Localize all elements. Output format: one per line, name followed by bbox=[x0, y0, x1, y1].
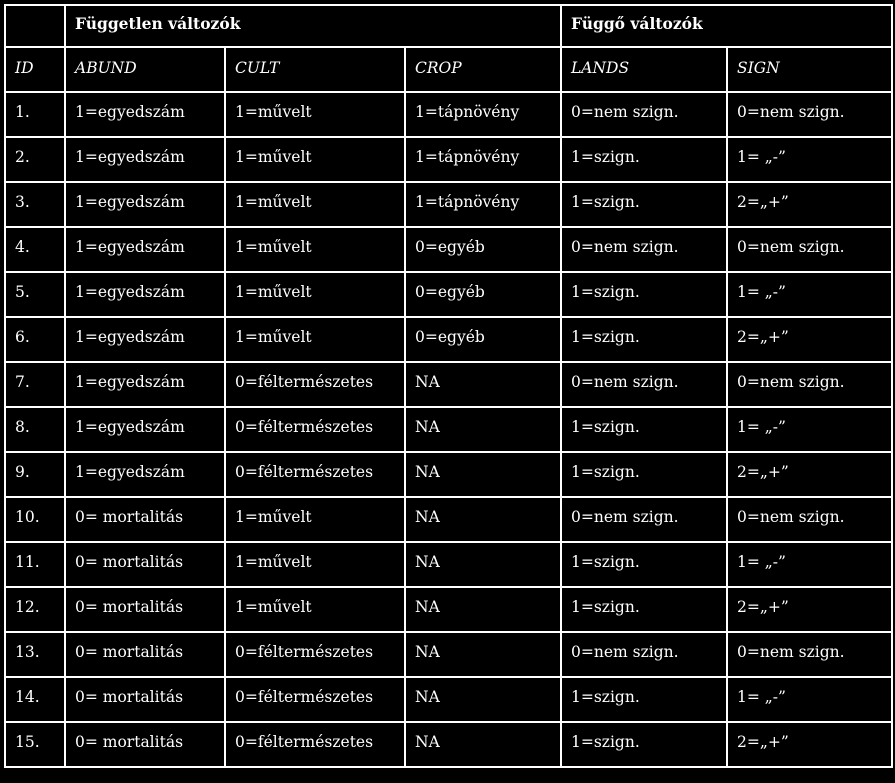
abund-cell: 1=egyedszám bbox=[65, 362, 225, 407]
abund-cell: 1=egyedszám bbox=[65, 182, 225, 227]
table-row bbox=[5, 317, 892, 362]
crop-cell: NA bbox=[405, 722, 561, 767]
crop-cell: NA bbox=[405, 452, 561, 497]
sign-cell: 1= „-” bbox=[727, 137, 892, 182]
lands-cell: 0=nem szign. bbox=[561, 632, 727, 677]
id-cell: 2. bbox=[5, 137, 65, 182]
abund-cell: 1=egyedszám bbox=[65, 227, 225, 272]
column-header-lands: LANDS bbox=[561, 47, 727, 92]
group-header-row bbox=[5, 5, 892, 47]
table-row bbox=[5, 227, 892, 272]
crop-cell: 1=tápnövény bbox=[405, 92, 561, 137]
column-header-row bbox=[5, 47, 892, 92]
column-header-abund: ABUND bbox=[65, 47, 225, 92]
sign-cell: 2=„+” bbox=[727, 587, 892, 632]
cult-cell: 0=féltermészetes bbox=[225, 407, 405, 452]
independent-variables-header: Független változók bbox=[65, 5, 561, 47]
abund-cell: 1=egyedszám bbox=[65, 272, 225, 317]
crop-cell: 0=egyéb bbox=[405, 272, 561, 317]
crop-cell: NA bbox=[405, 632, 561, 677]
sign-cell: 2=„+” bbox=[727, 722, 892, 767]
column-header-crop: CROP bbox=[405, 47, 561, 92]
lands-cell: 1=szign. bbox=[561, 317, 727, 362]
id-cell: 7. bbox=[5, 362, 65, 407]
crop-cell: 1=tápnövény bbox=[405, 182, 561, 227]
column-header-cult: CULT bbox=[225, 47, 405, 92]
crop-cell: NA bbox=[405, 677, 561, 722]
lands-cell: 1=szign. bbox=[561, 182, 727, 227]
table-row bbox=[5, 407, 892, 452]
cult-cell: 1=művelt bbox=[225, 497, 405, 542]
crop-cell: NA bbox=[405, 587, 561, 632]
crop-cell: NA bbox=[405, 497, 561, 542]
table-row bbox=[5, 92, 892, 137]
sign-cell: 2=„+” bbox=[727, 452, 892, 497]
sign-cell: 2=„+” bbox=[727, 182, 892, 227]
sign-cell: 0=nem szign. bbox=[727, 227, 892, 272]
id-cell: 14. bbox=[5, 677, 65, 722]
abund-cell: 1=egyedszám bbox=[65, 92, 225, 137]
abund-cell: 0= mortalitás bbox=[65, 677, 225, 722]
table-row bbox=[5, 632, 892, 677]
id-cell: 10. bbox=[5, 497, 65, 542]
sign-cell: 1= „-” bbox=[727, 677, 892, 722]
group-header-empty-cell bbox=[5, 5, 65, 47]
sign-cell: 1= „-” bbox=[727, 542, 892, 587]
id-cell: 3. bbox=[5, 182, 65, 227]
lands-cell: 0=nem szign. bbox=[561, 92, 727, 137]
id-cell: 8. bbox=[5, 407, 65, 452]
id-cell: 6. bbox=[5, 317, 65, 362]
variables-table bbox=[4, 4, 893, 768]
abund-cell: 0= mortalitás bbox=[65, 632, 225, 677]
crop-cell: 0=egyéb bbox=[405, 317, 561, 362]
abund-cell: 1=egyedszám bbox=[65, 407, 225, 452]
id-cell: 12. bbox=[5, 587, 65, 632]
lands-cell: 1=szign. bbox=[561, 722, 727, 767]
lands-cell: 1=szign. bbox=[561, 587, 727, 632]
table-row bbox=[5, 362, 892, 407]
cult-cell: 0=féltermészetes bbox=[225, 722, 405, 767]
sign-cell: 0=nem szign. bbox=[727, 632, 892, 677]
cult-cell: 0=féltermészetes bbox=[225, 362, 405, 407]
lands-cell: 1=szign. bbox=[561, 677, 727, 722]
table-row bbox=[5, 182, 892, 227]
cult-cell: 1=művelt bbox=[225, 137, 405, 182]
table-row bbox=[5, 587, 892, 632]
sign-cell: 0=nem szign. bbox=[727, 362, 892, 407]
lands-cell: 1=szign. bbox=[561, 272, 727, 317]
crop-cell: NA bbox=[405, 407, 561, 452]
sign-cell: 1= „-” bbox=[727, 407, 892, 452]
sign-cell: 2=„+” bbox=[727, 317, 892, 362]
sign-cell: 0=nem szign. bbox=[727, 92, 892, 137]
lands-cell: 1=szign. bbox=[561, 407, 727, 452]
id-cell: 1. bbox=[5, 92, 65, 137]
crop-cell: NA bbox=[405, 542, 561, 587]
table-row bbox=[5, 497, 892, 542]
table-row bbox=[5, 137, 892, 182]
lands-cell: 0=nem szign. bbox=[561, 497, 727, 542]
abund-cell: 0= mortalitás bbox=[65, 497, 225, 542]
id-cell: 13. bbox=[5, 632, 65, 677]
cult-cell: 1=művelt bbox=[225, 542, 405, 587]
dependent-variables-header: Függő változók bbox=[561, 5, 892, 47]
table-row bbox=[5, 272, 892, 317]
id-cell: 4. bbox=[5, 227, 65, 272]
table-row bbox=[5, 722, 892, 767]
table-row bbox=[5, 677, 892, 722]
crop-cell: 1=tápnövény bbox=[405, 137, 561, 182]
abund-cell: 1=egyedszám bbox=[65, 452, 225, 497]
lands-cell: 1=szign. bbox=[561, 542, 727, 587]
cult-cell: 1=művelt bbox=[225, 587, 405, 632]
abund-cell: 0= mortalitás bbox=[65, 587, 225, 632]
table-body bbox=[5, 5, 892, 767]
cult-cell: 1=művelt bbox=[225, 182, 405, 227]
cult-cell: 1=művelt bbox=[225, 227, 405, 272]
abund-cell: 1=egyedszám bbox=[65, 137, 225, 182]
cult-cell: 0=féltermészetes bbox=[225, 452, 405, 497]
table-row bbox=[5, 452, 892, 497]
id-cell: 5. bbox=[5, 272, 65, 317]
abund-cell: 1=egyedszám bbox=[65, 317, 225, 362]
sign-cell: 0=nem szign. bbox=[727, 497, 892, 542]
lands-cell: 0=nem szign. bbox=[561, 362, 727, 407]
cult-cell: 0=féltermészetes bbox=[225, 677, 405, 722]
cult-cell: 1=művelt bbox=[225, 272, 405, 317]
cult-cell: 1=művelt bbox=[225, 92, 405, 137]
lands-cell: 1=szign. bbox=[561, 452, 727, 497]
id-cell: 11. bbox=[5, 542, 65, 587]
cult-cell: 0=féltermészetes bbox=[225, 632, 405, 677]
lands-cell: 1=szign. bbox=[561, 137, 727, 182]
cult-cell: 1=művelt bbox=[225, 317, 405, 362]
lands-cell: 0=nem szign. bbox=[561, 227, 727, 272]
id-cell: 9. bbox=[5, 452, 65, 497]
abund-cell: 0= mortalitás bbox=[65, 542, 225, 587]
column-header-sign: SIGN bbox=[727, 47, 892, 92]
crop-cell: 0=egyéb bbox=[405, 227, 561, 272]
column-header-id: ID bbox=[5, 47, 65, 92]
table-row bbox=[5, 542, 892, 587]
id-cell: 15. bbox=[5, 722, 65, 767]
crop-cell: NA bbox=[405, 362, 561, 407]
sign-cell: 1= „-” bbox=[727, 272, 892, 317]
abund-cell: 0= mortalitás bbox=[65, 722, 225, 767]
